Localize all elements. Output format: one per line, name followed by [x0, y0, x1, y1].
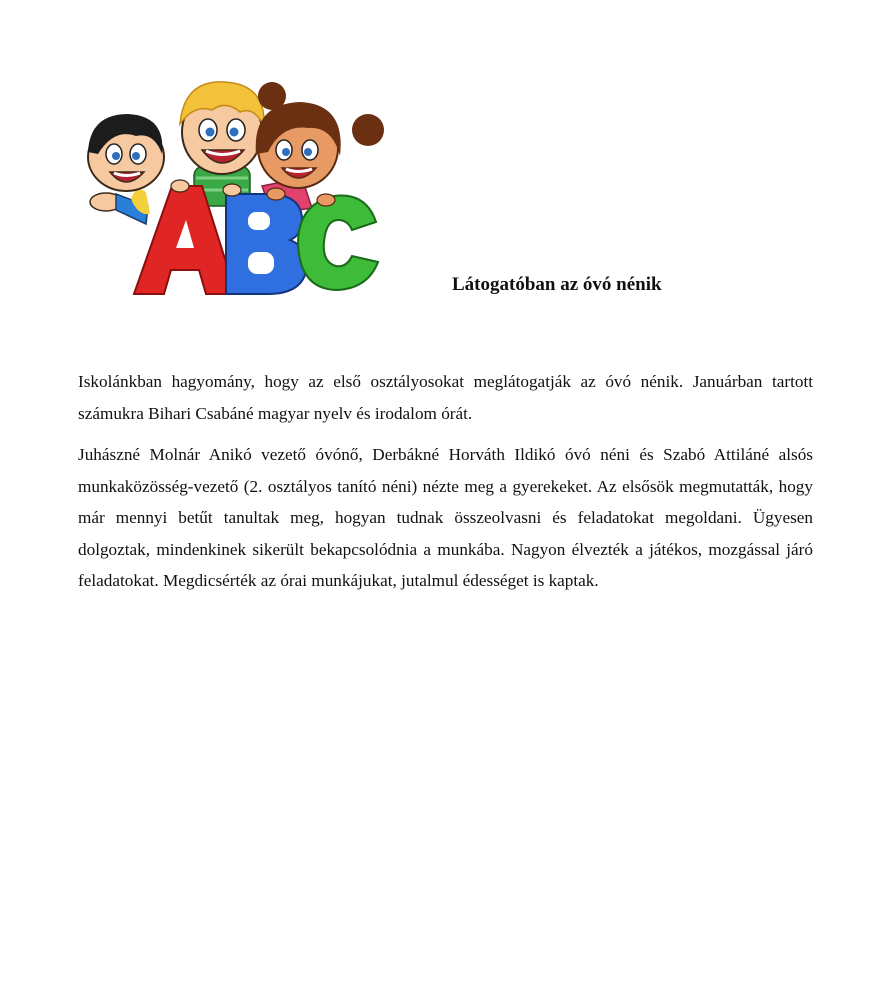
paragraph-1: Iskolánkban hagyomány, hogy az első osztályosokat meglátogatják az óvó nénik. Januárban tartott számukra Bihari Csabáné magyar nyelv és irodalom órát.	[78, 372, 813, 423]
kids-abc-cartoon-icon	[76, 74, 386, 299]
article-body	[78, 366, 813, 607]
letter-c-shape	[298, 196, 378, 290]
paragraph-2: Juhászné Molnár Anikó vezető óvónő, Derbákné Horváth Ildikó óvó néni és Szabó Attiláné alsós munkaközösség-vezető (2. osztályos tanító néni) nézte meg a gyerekeket. Az elsősök megmutatták, hogy már mennyi betűt tanultak meg, hogyan tudnak összeolvasni és feladatokat megoldani. Ügyesen dolgoztak, mindenkinek sikerült bekapcsolódnia a munkába. Nagyon élvezték a játékos, mozgással járó feladatokat. Megdicsérték az órai munkájukat, jutalmul édességet is kaptak.	[78, 445, 813, 590]
letter-b-shape	[226, 194, 307, 294]
boy-left-figure	[88, 114, 164, 224]
page-title: Látogatóban az óvó nénik	[452, 274, 662, 295]
